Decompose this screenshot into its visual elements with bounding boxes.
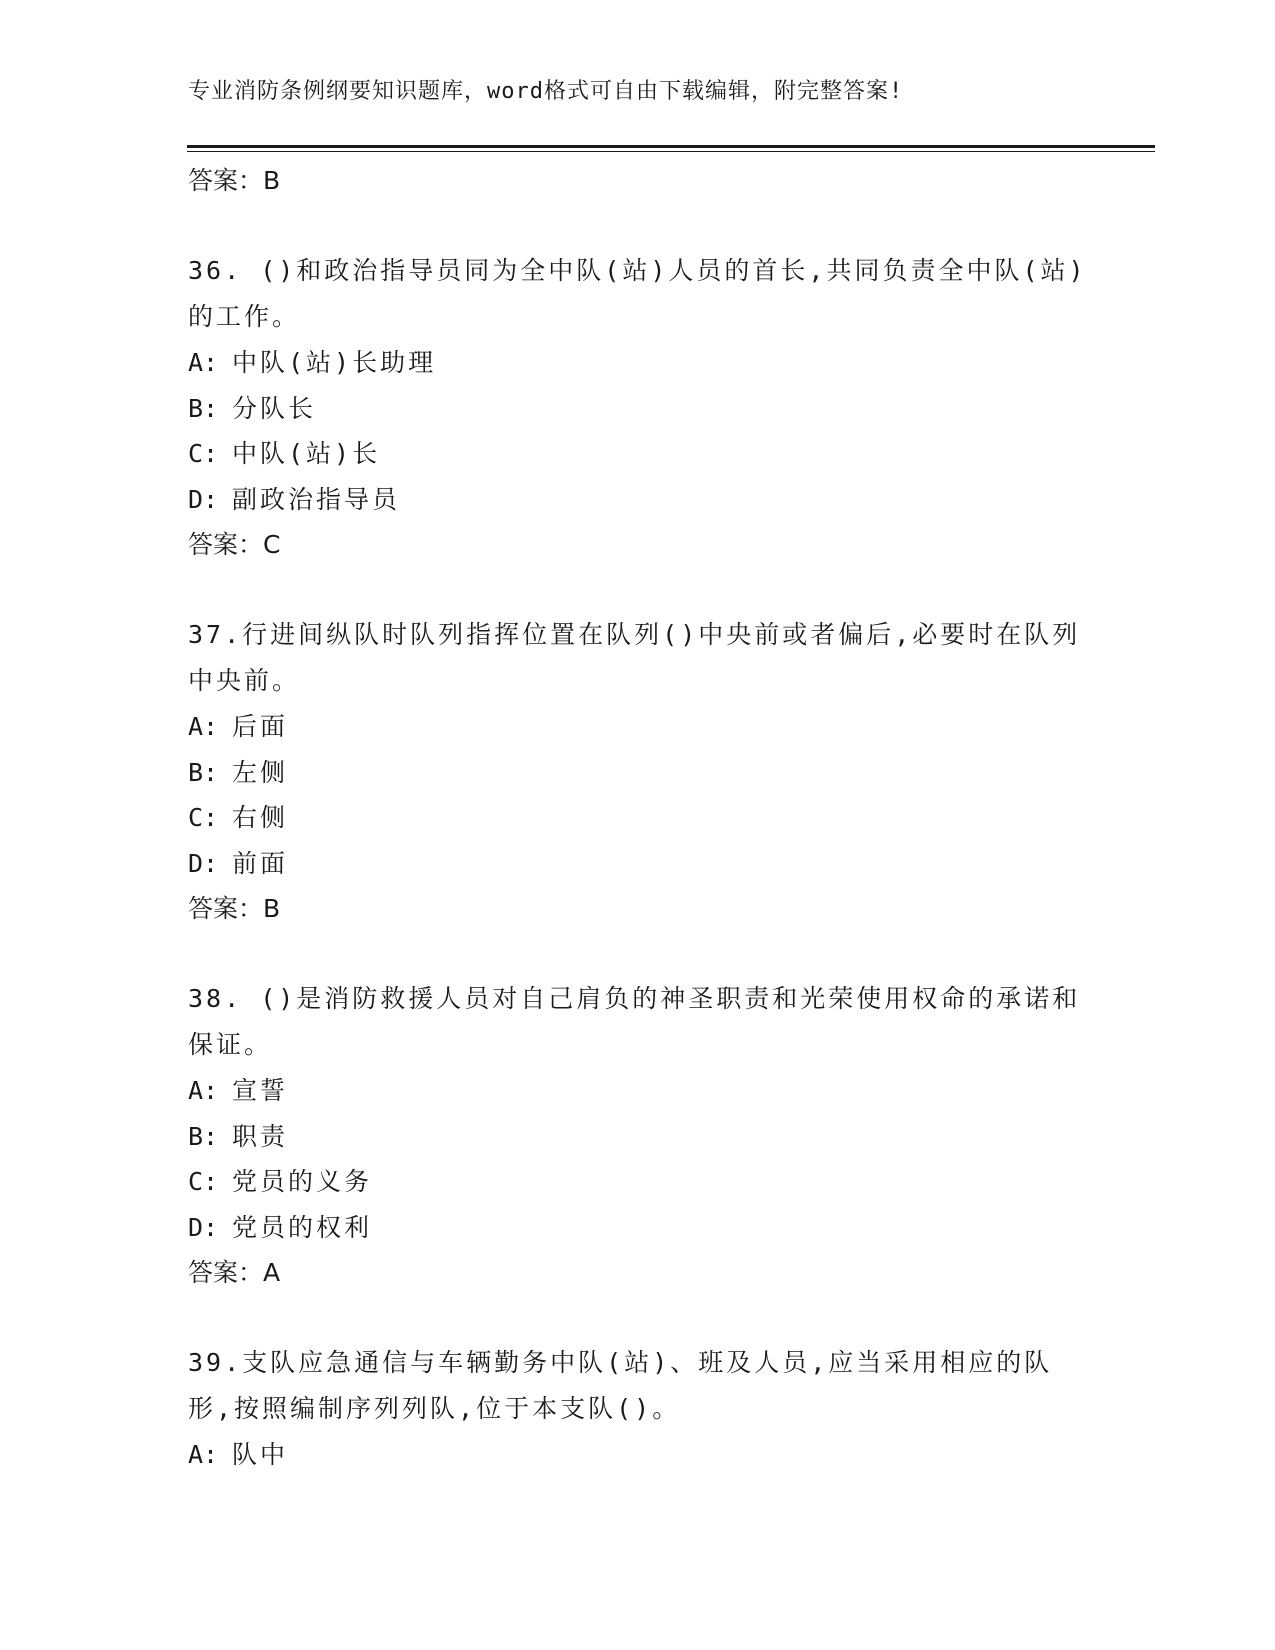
question-stem: 39.支队应急通信与车辆勤务中队(站)、班及人员,应当采用相应的队形,按照编制序列列队,位于本支队()。: [188, 1348, 1053, 1423]
option-text: 队中: [232, 1440, 289, 1469]
option-text: 左侧: [232, 757, 289, 787]
option-text: 中队(站)长: [232, 439, 381, 468]
question-36: [188, 248, 1088, 568]
option-a: [188, 340, 1088, 386]
option-key: B:: [188, 757, 219, 787]
question-38: [188, 976, 1088, 1296]
option-key: A:: [188, 348, 219, 377]
option-key: C:: [188, 803, 219, 832]
option-key: D:: [188, 484, 219, 514]
option-c: [188, 1159, 1088, 1205]
option-key: A:: [188, 1076, 219, 1105]
option-key: D:: [188, 1212, 219, 1242]
option-key: A:: [188, 712, 219, 741]
option-text: 职责: [232, 1121, 289, 1151]
option-text: 右侧: [232, 803, 289, 832]
option-text: 后面: [232, 712, 289, 741]
answer-previous: 答案：B: [188, 166, 281, 195]
option-c: [188, 795, 1088, 841]
option-d: [188, 477, 1088, 523]
header-rule-thin: [187, 151, 1155, 152]
option-a: [188, 704, 1088, 750]
option-text: 党员的权利: [232, 1212, 373, 1242]
option-text: 前面: [232, 848, 289, 878]
question-stem: 36. ()和政治指导员同为全中队(站)人员的首长,共同负责全中队(站)的工作。: [188, 256, 1087, 331]
question-39: [188, 1340, 1088, 1478]
question-stem: 38. ()是消防救援人员对自己肩负的神圣职责和光荣使用权命的承诺和保证。: [188, 984, 1081, 1059]
option-key: C:: [188, 439, 219, 468]
answer: 答案：A: [188, 1258, 281, 1287]
option-text: 副政治指导员: [232, 484, 401, 514]
option-b: [188, 386, 1088, 432]
answer: 答案：B: [188, 894, 281, 923]
option-a: [188, 1432, 1088, 1478]
option-key: D:: [188, 848, 219, 878]
option-d: [188, 1205, 1088, 1251]
question-list: [188, 158, 1088, 1478]
question-stem: 37.行进间纵队时队列指挥位置在队列()中央前或者偏后,必要时在队列中央前。: [188, 620, 1081, 695]
option-d: [188, 841, 1088, 887]
option-b: [188, 750, 1088, 796]
option-key: B:: [188, 393, 219, 423]
option-text: 宣誓: [232, 1076, 289, 1105]
option-b: [188, 1114, 1088, 1160]
option-c: [188, 431, 1088, 477]
option-text: 分队长: [232, 393, 317, 423]
option-text: 中队(站)长助理: [232, 348, 437, 377]
answer: 答案：C: [188, 530, 281, 559]
option-a: [188, 1068, 1088, 1114]
header-rule-thick: [187, 145, 1155, 148]
question-37: [188, 612, 1088, 932]
option-key: A:: [188, 1440, 219, 1469]
option-key: C:: [188, 1167, 219, 1196]
option-key: B:: [188, 1121, 219, 1151]
option-text: 党员的义务: [232, 1167, 373, 1196]
page-header-text: 专业消防条例纲要知识题库，word格式可自由下载编辑，附完整答案!: [188, 79, 904, 104]
